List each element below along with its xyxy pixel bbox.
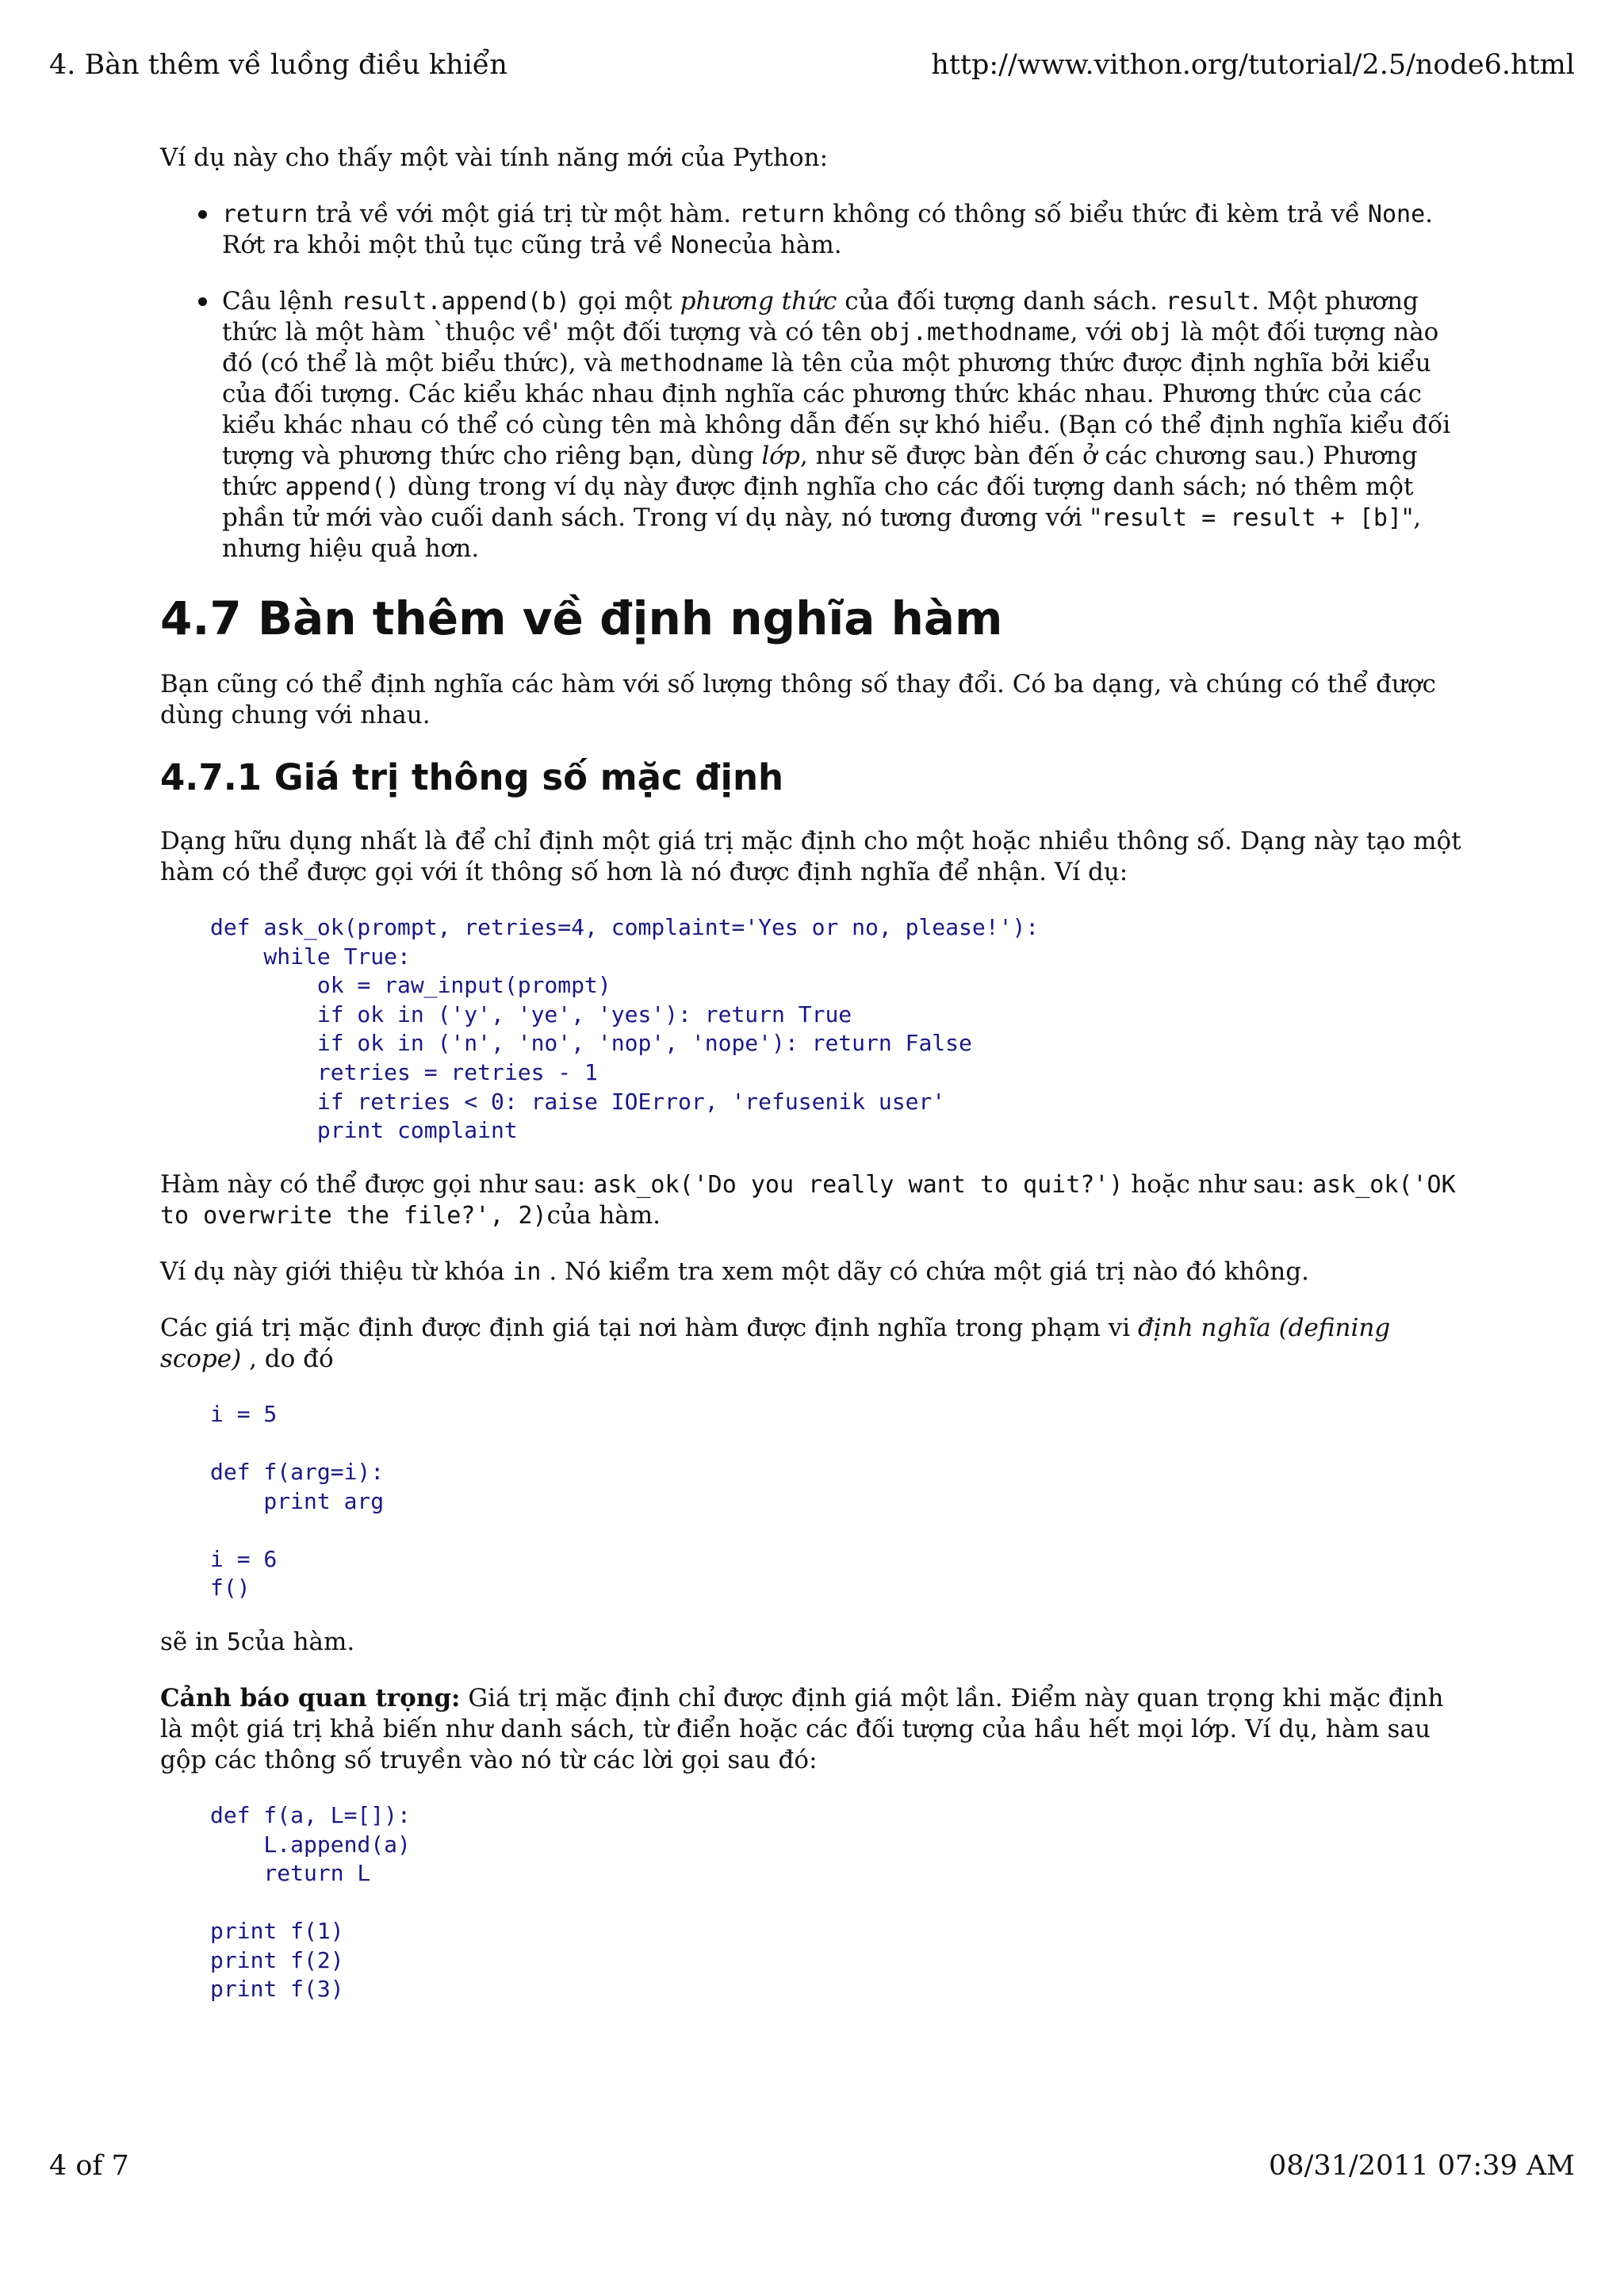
subsection-heading: 4.7.1 Giá trị thông số mặc định [160,756,784,798]
print-result-paragraph: sẽ in 5của hàm. [160,1627,355,1656]
in-keyword-paragraph: Ví dụ này giới thiệu từ khóa in . Nó kiểm tra xem một dãy có chứa một giá trị nào đó không. [160,1257,1309,1286]
list-item: return trả về với một giá trị từ một hàm. return không có thông số biểu thức đi kèm trả về None. Rớt ra khỏi một thủ tục cũng trả về Nonecủa hàm. [222,199,1469,261]
scope-paragraph: Các giá trị mặc định được định giá tại nơi hàm được định nghĩa trong phạm vi định nghĩa (defining scope) , do đó [160,1313,1391,1373]
document-body [160,143,1469,2028]
code-block-ask-ok: def ask_ok(prompt, retries=4, complaint='Yes or no, please!'): while True: ok = raw_input(prompt) if ok in ('y', 'ye', 'yes'): return True if ok in ('n', 'no', 'nop', 'nope'): return False retries = retries - 1 if retries < 0: raise IOError, 'refusenik user' print complaint [210,914,1040,1144]
intro-paragraph: Ví dụ này cho thấy một vài tính năng mới của Python: [160,144,829,172]
code-block-default-scope: i = 5 def f(arg=i): print arg i = 6 f() [210,1400,385,1601]
page-footer-page-number: 4 of 7 [49,2150,129,2182]
subsection-intro: Dạng hữu dụng nhất là để chỉ định một giá trị mặc định cho một hoặc nhiều thông số. Dạng này tạo một hàm có thể được gọi với ít thông số hơn là nó được định nghĩa để nhận. Ví dụ: [160,827,1461,886]
section-heading: 4.7 Bàn thêm về định nghĩa hàm [160,591,1003,645]
code-block-mutable-default: def f(a, L=[]): L.append(a) return L print f(1) print f(2) print f(3) [210,1801,411,2003]
feature-list [160,199,1469,564]
list-item: Câu lệnh result.append(b) gọi một phương thức của đối tượng danh sách. result. Một phương thức là một hàm `thuộc về' một đối tượng và có tên obj.methodname, với obj là một đối tượng nào đó (có thể là một biểu thức), và methodname là tên của một phương thức được định nghĩa bởi kiểu của đối tượng. Các kiểu khác nhau định nghĩa các phương thức khác nhau. Phương thức của các kiểu khác nhau có thể có cùng tên mà không dẫn đến sự khó hiểu. (Bạn có thể định nghĩa kiểu đối tượng và phương thức cho riêng bạn, dùng lớp, như sẽ được bàn đến ở các chương sau.) Phương thức append() dùng trong ví dụ này được định nghĩa cho các đối tượng danh sách; nó thêm một phần tử mới vào cuối danh sách. Trong ví dụ này, nó tương đương với "result = result + [b]", nhưng hiệu quả hơn. [222,286,1469,564]
section-intro: Bạn cũng có thể định nghĩa các hàm với số lượng thông số thay đổi. Có ba dạng, và chúng có thể được dùng chung với nhau. [160,670,1436,729]
call-example-paragraph: Hàm này có thể được gọi như sau: ask_ok('Do you really want to quit?') hoặc như sau: ask_ok('OK to overwrite the file?', 2)của hàm. [160,1169,1456,1230]
warning-paragraph: Cảnh báo quan trọng: Giá trị mặc định chỉ được định giá một lần. Điểm này quan trọng khi mặc định là một giá trị khả biến như danh sách, từ điển hoặc các đối tượng của hầu hết mọi lớp. Ví dụ, hàm sau gộp các thông số truyền vào nó từ các lời gọi sau đó: [160,1683,1444,1774]
page-header-title: 4. Bàn thêm về luồng điều khiển [49,49,508,81]
page-footer-datetime: 08/31/2011 07:39 AM [1269,2150,1575,2182]
page-header-url: http://www.vithon.org/tutorial/2.5/node6.html [931,49,1575,81]
